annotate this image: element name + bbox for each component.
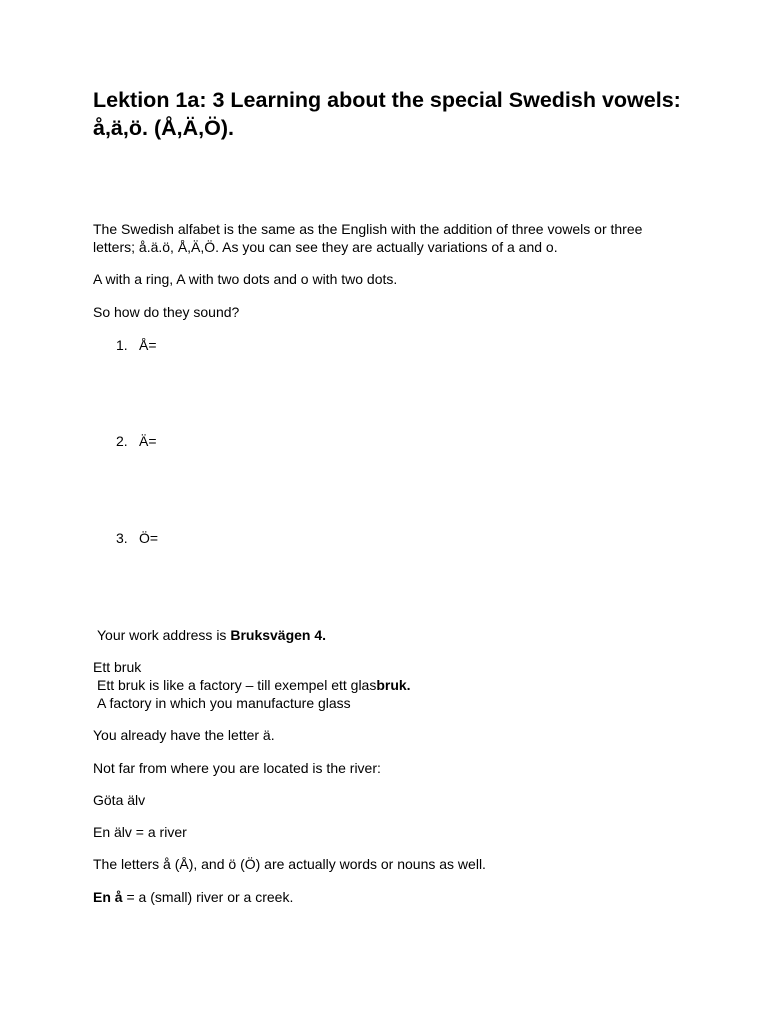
ring-dots-paragraph: A with a ring, A with two dots and o with two dots. — [93, 271, 398, 287]
list-item-3-text: Ö= — [139, 530, 159, 546]
list-item-2-number: 2. — [116, 433, 128, 449]
address-paragraph — [97, 626, 326, 644]
en-alv-paragraph: En älv = a river — [93, 824, 187, 840]
en-a-bold: En å — [93, 889, 123, 905]
intro-line-2: letters; å.ä.ö, Å,Ä,Ö. As you can see they are actually variations of a and o. — [93, 239, 558, 255]
bruk-line-2-prefix: Ett bruk is like a factory – till exempel ett glas — [97, 677, 377, 693]
bruk-line-2 — [97, 676, 411, 694]
bruk-line-1: Ett bruk — [93, 659, 142, 675]
list-item-1-text: Å= — [139, 337, 157, 353]
address-prefix: Your work address is — [97, 627, 231, 643]
letters-words-paragraph: The letters å (Å), and ö (Ö) are actually words or nouns as well. — [93, 856, 486, 872]
address-bold: Bruksvägen 4. — [230, 627, 327, 643]
en-a-rest: = a (small) river or a creek. — [122, 889, 294, 905]
bruk-line-2-bold: bruk. — [376, 677, 411, 693]
letter-a-paragraph: You already have the letter ä. — [93, 727, 275, 743]
river-intro-paragraph: Not far from where you are located is the river: — [93, 760, 381, 776]
list-item-2-text: Ä= — [139, 433, 157, 449]
intro-line-1: The Swedish alfabet is the same as the English with the addition of three vowels or three — [93, 221, 643, 237]
gota-alv-paragraph: Göta älv — [93, 792, 146, 808]
list-item-1-number: 1. — [116, 337, 128, 353]
question-paragraph: So how do they sound? — [93, 304, 240, 320]
page-title: Lektion 1a: 3 Learning about the special Swedish vowels: å,ä,ö. (Å,Ä,Ö). — [93, 88, 681, 140]
en-a-paragraph — [93, 888, 293, 906]
list-item-3-number: 3. — [116, 530, 128, 546]
bruk-line-3: A factory in which you manufacture glass — [97, 695, 351, 711]
